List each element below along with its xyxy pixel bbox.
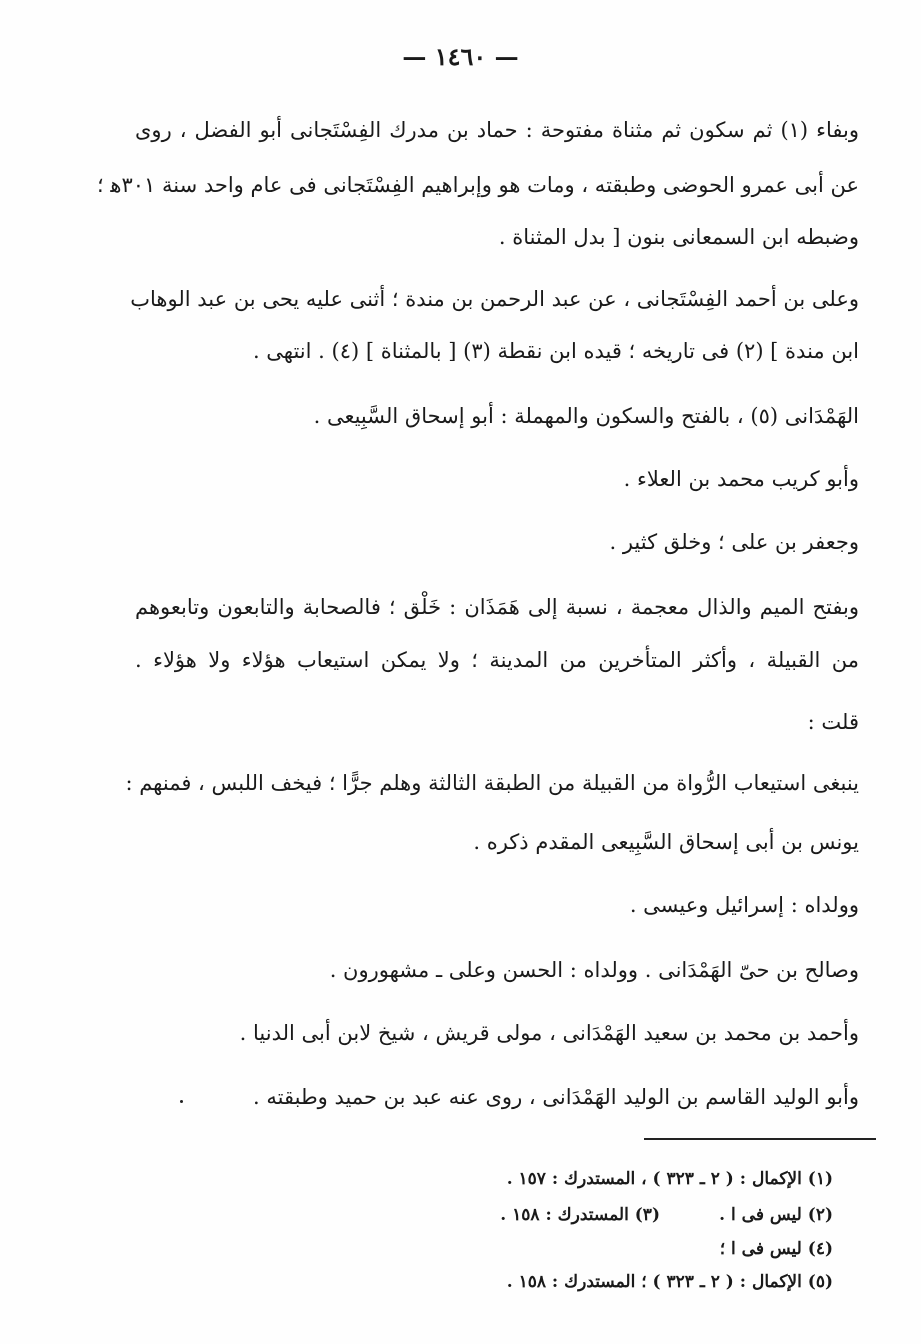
footnote: (٤) ليس فى ا ؛	[719, 1239, 833, 1259]
text-line: وضبطه ابن السمعانى بنون [ بدل المثناة .	[498, 225, 859, 249]
text-line: ينبغى استيعاب الرُّواة من القبيلة من الطبقة الثالثة وهلم جرًّا ؛ فيخف اللبس ، فمنهم :	[125, 771, 859, 795]
text-line: وعلى بن أحمد الفِسْتَجانى ، عن عبد الرحمن بن مندة ؛ أثنى عليه يحى بن عبد الوهاب	[130, 287, 859, 311]
text-line: يونس بن أبى إسحاق السَّبِيعى المقدم ذكره .	[473, 830, 859, 854]
footnote: (٥) الإكمال : ( ٢ ـ ٣٢٣ ) ؛ المستدرك : ١٥٨ .	[506, 1272, 833, 1292]
text-line: وأبو كريب محمد بن العلاء .	[623, 467, 859, 491]
text-line: وولداه : إسرائيل وعيسى .	[629, 893, 859, 917]
text-line: وبفتح الميم والذال معجمة ، نسبة إلى هَمَذَان : خَلْق ؛ فالصحابة والتابعون وتابعوهم	[135, 595, 859, 619]
text-line: الهَمْدَانى (٥) ، بالفتح والسكون والمهملة : أبو إسحاق السَّبِيعى .	[313, 404, 859, 428]
text-line: وأحمد بن محمد بن سعيد الهَمْدَانى ، مولى قريش ، شيخ لابن أبى الدنيا .	[239, 1021, 859, 1045]
page-number: — ١٤٦٠ —	[402, 42, 519, 71]
text-line: قلت :	[807, 710, 859, 734]
text-line: وجعفر بن على ؛ وخلق كثير .	[609, 530, 859, 554]
text-line: عن أبى عمرو الحوضى وطبقته ، ومات هو وإبراهيم الفِسْتَجانى فى عام واحد سنة ٣٠١ﻫ ؛	[97, 173, 859, 197]
text-line: وصالح بن حىّ الهَمْدَانى . وولداه : الحسن وعلى ـ مشهورون .	[329, 958, 859, 982]
text-line: من القبيلة ، وأكثر المتأخرين من المدينة ؛ ولا يمكن استيعاب هؤلاء ولا هؤلاء .	[135, 648, 859, 672]
footnote: (٢) ليس فى ا . (٣) المستدرك : ١٥٨ .	[500, 1205, 833, 1225]
text-line: وبفاء (١) ثم سكون ثم مثناة مفتوحة : حماد بن مدرك الفِسْتَجانى أبو الفضل ، روى	[135, 118, 859, 142]
footnote-separator	[644, 1138, 876, 1140]
text-line: ابن مندة ] (٢) فى تاريخه ؛ قيده ابن نقطة (٣) [ بالمثناة ] (٤) . انتهى .	[252, 339, 859, 363]
stray-dot	[180, 1100, 183, 1103]
text-line: وأبو الوليد القاسم بن الوليد الهَمْدَانى ، روى عنه عبد بن حميد وطبقته .	[253, 1085, 859, 1109]
footnote: (١) الإكمال : ( ٢ ـ ٣٢٣ ) ، المستدرك : ١٥٧ .	[506, 1169, 833, 1189]
